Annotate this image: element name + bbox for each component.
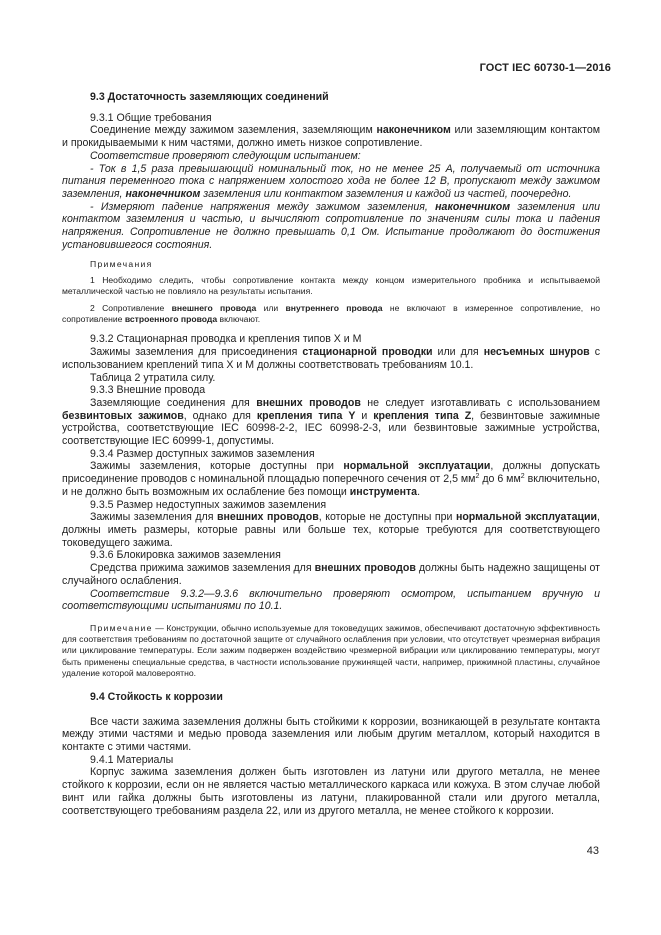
page-content <box>62 91 600 817</box>
test-step-1: - Ток в 1,5 раза превышающий номинальный ток, но не менее 25 А, получаемый от источника питания переменного тока с напряжением холостого хода не более 12 В, пропускают между зажимом заземления, наконечником заземления или контактом заземления и каждой из частей, поочередно. <box>62 162 600 200</box>
paragraph-9-4-1: Корпус зажима заземления должен быть изготовлен из латуни или другого металла, не менее стойкого к коррозии, если он не является частью металлического каркаса или кожуха. В этом случае любой винт или гайка должны быть изготовлены из латуни, плакированной стали или другого металла, соответствующего требованиям раздела 22, или из другого металла, не менее стойкого к коррозии. <box>62 766 600 817</box>
paragraph-9-4: Все части зажима заземления должны быть стойкими к коррозии, возникающей в результате контакта между этими частями и медью провода заземления или любым другим металлом, который находится в контакте с этими частями. <box>62 715 600 754</box>
compliance-text: Соответствие проверяют следующим испытанием: <box>90 149 361 162</box>
section-heading-9-4: 9.4 Стойкость к коррозии <box>90 690 223 703</box>
note-2: 2 Сопротивление внешнего провода или внутреннего провода не включают в измеренное сопротивление, но сопротивление встроенного провода включают. <box>62 303 600 325</box>
paragraph-9-3-5: Зажимы заземления для внешних проводов, которые не доступны при нормальной эксплуатации, должны иметь размеры, которые равны или больше тех, которые требуются для соответствующего токоведущего зажима. <box>62 511 600 549</box>
subsection-9-3-6: 9.3.6 Блокировка зажимов заземления <box>90 549 281 562</box>
subsection-9-3-5: 9.3.5 Размер недоступных зажимов заземления <box>90 498 327 511</box>
subsection-9-3-1: 9.3.1 Общие требования <box>90 111 212 124</box>
paragraph-9-3-3: Заземляющие соединения для внешних проводов не следует изготавливать с использованием безвинтовых зажимов, однако для крепления типа Y и крепления типа Z, безвинтовые зажимные устройства, соответствующие IEC 60998-2-2, IEC 60998-2-3, или безвинтовые зажимные устройства, соответствующие IEC 60999-1, допустимы. <box>62 396 600 448</box>
paragraph-9-3-6: Средства прижима зажимов заземления для внешних проводов должны быть надежно защищены от случайного ослабления. <box>62 562 601 587</box>
note-1: 1 Необходимо следить, чтобы сопротивление контакта между концом измерительного пробника и испытываемой металлической частью не повлияло на результаты испытания. <box>62 274 600 296</box>
subsection-9-3-4: 9.3.4 Размер доступных зажимов заземления <box>90 447 315 460</box>
subsection-9-3-3: 9.3.3 Внешние провода <box>90 384 206 397</box>
paragraph-9-3-1: Соединение между зажимом заземления, заземляющим наконечником или заземляющим контактом и прокидываемыми к ним частями, должно иметь низкое сопротивление. <box>62 124 601 150</box>
subsection-9-3-2: 9.3.2 Стационарная проводка и крепления типов Х и М <box>90 333 362 346</box>
notes-label: Примечания <box>90 259 153 270</box>
subsection-9-4-1: 9.4.1 Материалы <box>90 753 174 766</box>
test-step-2: - Измеряют падение напряжения между зажимом заземления, наконечником заземления или контактом заземления и частью, и вычисляют сопротивление по значениям силы тока и падения напряжения. Сопротивление не должно превышать 0,1 Ом. Испытание продолжают до достижения установившегося состояния. <box>62 200 600 251</box>
compliance-text-2: Соответствие 9.3.2—9.3.6 включительно проверяют осмотром, испытанием вручную и соответствующими испытаниями по 10.1. <box>62 587 600 613</box>
page-number: 43 <box>586 845 599 857</box>
note-3: Примечание — Конструкции, обычно используемые для токоведущих зажимов, обеспечивают достаточную эффективность для соответствия требованиям по достаточной защите от случайного ослабления при условии, что отсутствует чрезмерная вибрация или циклирование температуры. Если зажим подвержен воздействию чрезмерной вибрации или циклированию температуры, могут быть применены специальные средства, в частности использование пружинящей части, например, прижимной пластины, случайное удаление которой маловероятно. <box>62 622 600 678</box>
section-heading-9-3: 9.3 Достаточность заземляющих соединений <box>90 91 329 103</box>
paragraph-9-3-4: Зажимы заземления, которые доступны при нормальной эксплуатации, должны допускать присоединение проводов с номинальной площадью поперечного сечения от 2,5 $мм^2$ до 6 $мм^2$ включительно, и не должно быть возможным их ослабление без помощи инструмента. <box>62 460 600 498</box>
paragraph-9-3-2: Зажимы заземления для присоединения стационарной проводки или для несъемных шнуров с использованием креплений типа Х и М должны соответствовать требованиям 10.1. <box>62 346 600 371</box>
standard-header: ГОСТ IEC 60730-1—2016 <box>479 62 611 74</box>
table-2-note: Таблица 2 утратила силу. <box>90 371 216 384</box>
